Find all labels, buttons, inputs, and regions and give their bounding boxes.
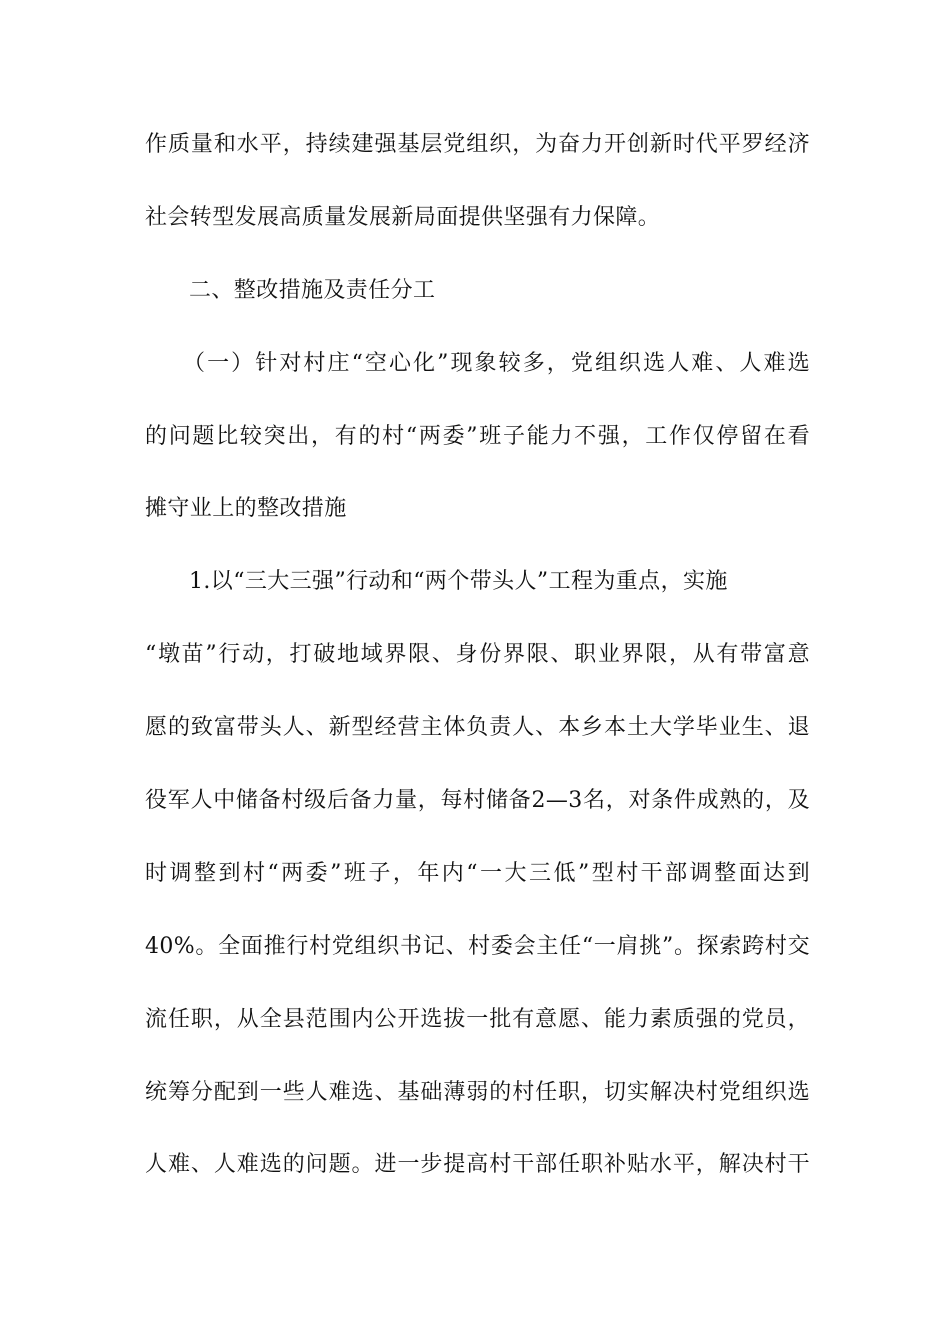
paragraph-line: 40%。全面推行村党组织书记、村委会主任“一肩挑”。探索跨村交 <box>145 933 810 959</box>
section-heading: 二、整改措施及责任分工 <box>189 277 436 303</box>
paragraph-line: 统筹分配到一些人难选、基础薄弱的村任职，切实解决村党组织选 <box>145 1079 810 1105</box>
paragraph-line: 人难、人难选的问题。进一步提高村干部任职补贴水平，解决村干 <box>145 1152 810 1178</box>
paragraph-line: 流任职，从全县范围内公开选拔一批有意愿、能力素质强的党员， <box>145 1006 810 1032</box>
paragraph-line: 时调整到村“两委”班子，年内“一大三低”型村干部调整面达到 <box>145 860 810 886</box>
paragraph-line: 役军人中储备村级后备力量，每村储备2—3名，对条件成熟的，及 <box>145 788 810 814</box>
subsection-heading-line: （一）针对村庄“空心化”现象较多，党组织选人难、人难选 <box>183 350 810 376</box>
paragraph-line: 1.以“三大三强”行动和“两个带头人”工程为重点，实施 <box>189 569 728 595</box>
paragraph-line: “墩苗”行动，打破地域界限、身份界限、职业界限，从有带富意 <box>145 642 810 668</box>
document-body <box>145 127 810 1220</box>
subsection-heading-line: 摊守业上的整改措施 <box>145 496 347 522</box>
paragraph-line: 愿的致富带头人、新型经营主体负责人、本乡本土大学毕业生、退 <box>145 715 810 741</box>
paragraph-line: 社会转型发展高质量发展新局面提供坚强有力保障。 <box>145 204 661 230</box>
subsection-heading-line: 的问题比较突出，有的村“两委”班子能力不强，工作仅停留在看 <box>145 423 810 449</box>
paragraph-line: 作质量和水平，持续建强基层党组织，为奋力开创新时代平罗经济 <box>145 132 810 157</box>
